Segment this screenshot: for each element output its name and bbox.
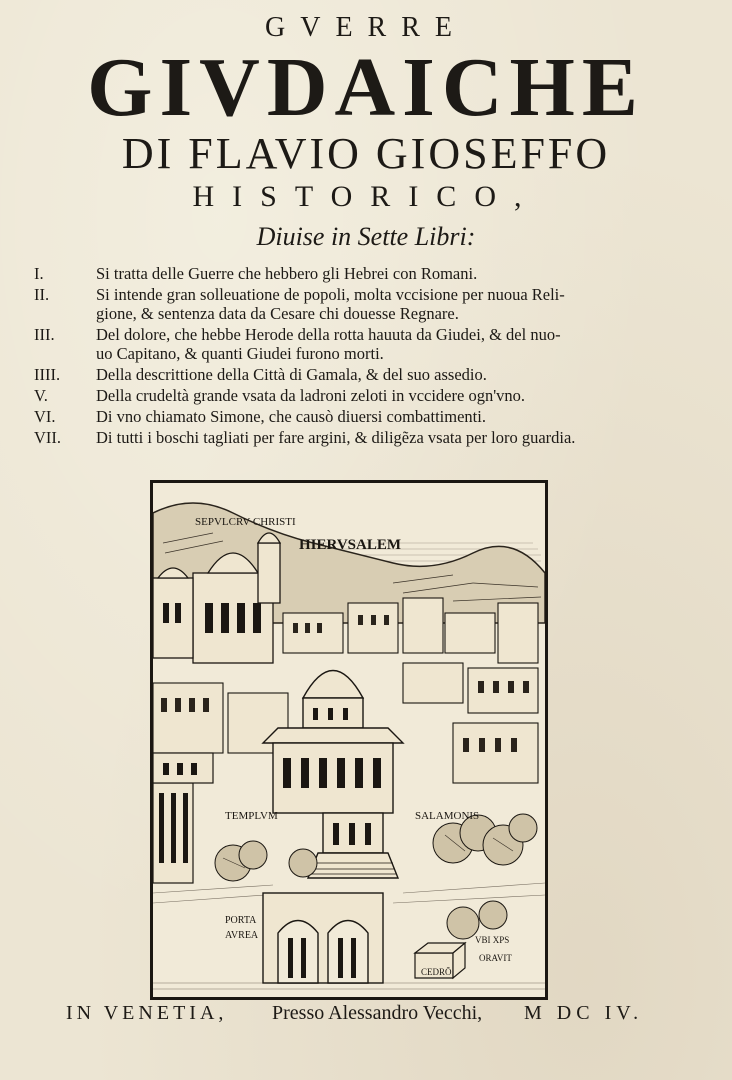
book-summary: Della descrittione della Città di Gamala, & del suo assedio. (96, 365, 487, 384)
book-number: II. (34, 285, 50, 304)
book-number: III. (34, 325, 55, 344)
book-summary: Della crudeltà grande vsata da ladroni zeloti in vccidere ogn'vno. (96, 386, 526, 405)
title-line-giudaiche: GIVDAICHE (87, 41, 645, 134)
label-oravit: ORAVIT (479, 953, 512, 963)
book-summary: Si intende gran sollеuatione de popoli, molta vccisione per nuoua Reli- (96, 285, 565, 304)
book-item (34, 407, 704, 426)
woodcut-illustration (153, 483, 545, 997)
label-hierusalem: HIERVSALEM (299, 537, 401, 553)
label-salamonis: SALAMONIS (415, 810, 480, 822)
label-aurea: AVREA (225, 930, 259, 941)
title-line-historico: HISTORICO, (192, 180, 540, 213)
book-summary: Di tutti i boschi tagliati per fare argini, & diligẽza vsata per loro guardia. (96, 428, 576, 447)
book-item (34, 285, 704, 323)
book-number: VII. (34, 428, 62, 447)
label-templum: TEMPLVM (225, 810, 278, 822)
subtitle: Diuise in Sette Libri: (256, 222, 476, 251)
label-porta: PORTA (225, 915, 257, 926)
book-item (34, 264, 704, 283)
book-summary-continued: gione, & sentenza data da Cesare chi douesse Regnare. (96, 304, 459, 323)
book-number: IIII. (34, 365, 61, 384)
book-summary: Del dolore, che hebbe Herode della rotta hauuta da Giudei, & del nuo- (96, 325, 561, 344)
imprint-city: IN VENETIA, (66, 1002, 228, 1024)
book-number: I. (34, 264, 44, 283)
book-number: VI. (34, 407, 56, 426)
book-number: V. (34, 386, 48, 405)
label-sepulcrum: SEPVLCRV CHRISTI (195, 516, 296, 528)
title-line-author: DI FLAVIO GIOSEFFO (121, 129, 611, 178)
book-item (34, 428, 704, 447)
book-list (34, 264, 704, 447)
book-item (34, 365, 704, 384)
label-cedro: CEDRÕ (421, 967, 452, 977)
imprint-printer: Presso Alessandro Vecchi, (272, 1002, 483, 1024)
book-summary: Di vno chiamato Simone, che causò diuersi combattimenti. (96, 407, 486, 426)
book-summary-continued: uo Capitano, & quanti Giudei furono morti. (96, 344, 384, 363)
title-line-guerre: GVERRE (265, 12, 467, 43)
book-summary: Si tratta delle Guerre che hebbero gli Hebrei con Romani. (96, 264, 478, 283)
jerusalem-woodcut (150, 480, 548, 1000)
book-item (34, 325, 704, 363)
book-item (34, 386, 704, 405)
imprint-year: M DC IV. (524, 1002, 644, 1024)
label-vbi-xps: VBI XPS (475, 935, 510, 945)
